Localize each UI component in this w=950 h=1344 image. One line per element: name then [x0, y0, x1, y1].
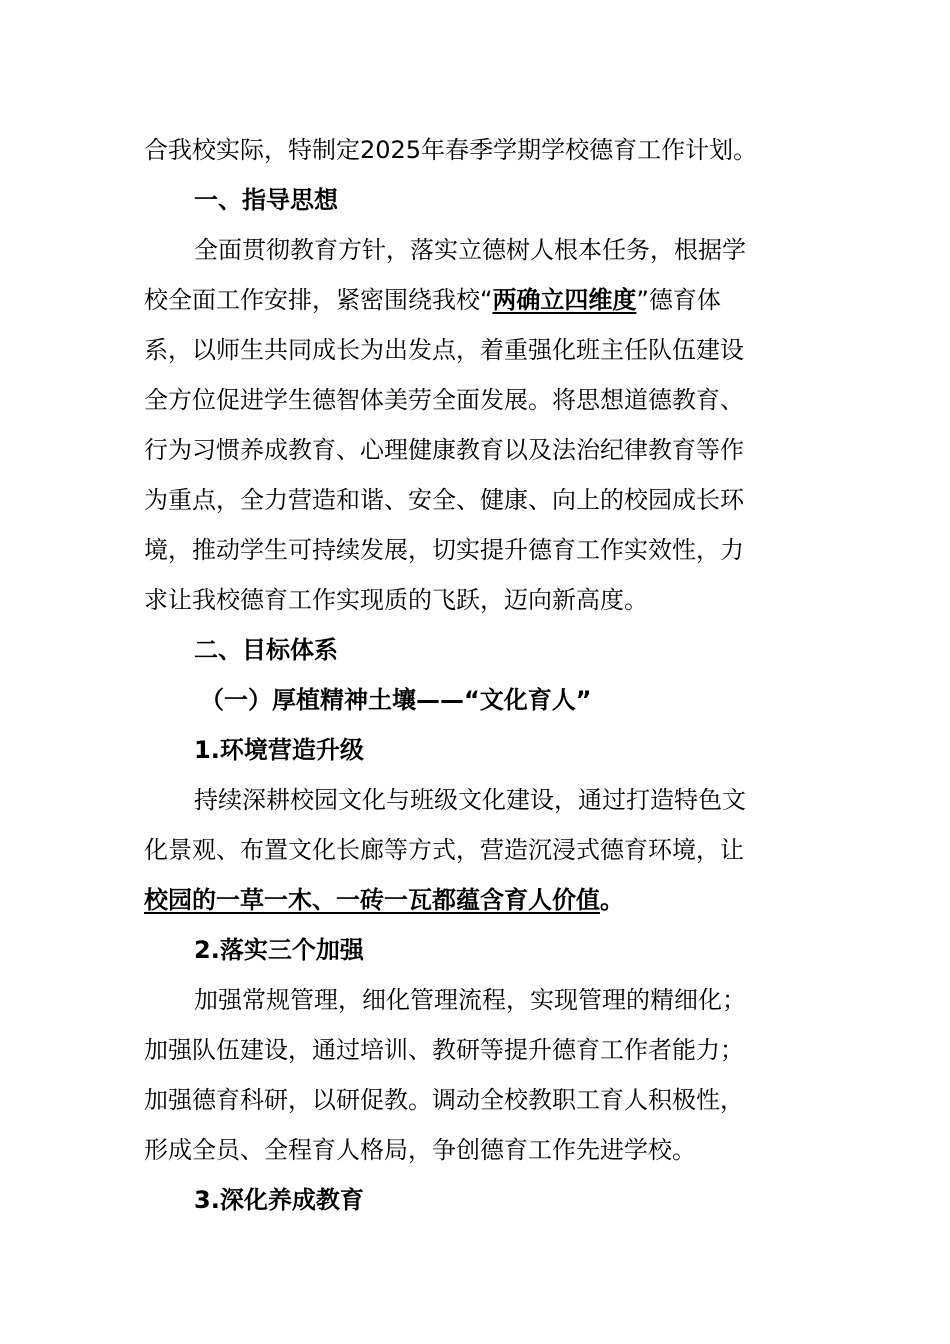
paragraph-line: 全面贯彻教育方针，落实立德树人根本任务，根据学 — [194, 236, 746, 264]
paragraph-line: 境，推动学生可持续发展，切实提升德育工作实效性，力 — [144, 536, 744, 564]
subsection-heading-culture: （一）厚植精神土壤——“文化育人” — [200, 686, 592, 714]
paragraph-line: 行为习惯养成教育、心理健康教育以及法治纪律教育等作 — [144, 436, 744, 464]
intro-continuation: 合我校实际，特制定2025年春季学期学校德育工作计划。 — [144, 136, 758, 164]
paragraph-line: 化景观、布置文化长廊等方式，营造沉浸式德育环境，让 — [144, 836, 744, 864]
paragraph-text: 。 — [600, 886, 624, 914]
paragraph-line: 形成全员、全程育人格局，争创德育工作先进学校。 — [144, 1136, 696, 1164]
item-heading-three-strengthenings: 2.落实三个加强 — [194, 936, 364, 964]
paragraph-line: 为重点，全力营造和谐、安全、健康、向上的校园成长环 — [144, 486, 744, 514]
item-heading-habit-education: 3.深化养成教育 — [194, 1186, 364, 1214]
paragraph-text: ”德育体 — [636, 286, 721, 314]
paragraph-line: 全方位促进学生德智体美劳全面发展。将思想道德教育、 — [144, 386, 744, 414]
paragraph-text: 校全面工作安排，紧密围绕我校“ — [144, 286, 493, 314]
paragraph-line — [144, 884, 624, 916]
item-heading-environment: 1.环境营造升级 — [194, 736, 364, 764]
paragraph-line: 加强常规管理，细化管理流程，实现管理的精细化； — [194, 986, 746, 1014]
section-heading-guiding-ideology: 一、指导思想 — [194, 186, 338, 214]
paragraph-line: 系，以师生共同成长为出发点，着重强化班主任队伍建设 — [144, 336, 744, 364]
section-heading-target-system: 二、目标体系 — [194, 636, 338, 664]
paragraph-line: 加强德育科研，以研促教。调动全校教职工育人积极性， — [144, 1086, 744, 1114]
paragraph-line: 求让我校德育工作实现质的飞跃，迈向新高度。 — [144, 586, 648, 614]
paragraph-line — [144, 284, 721, 316]
emphasized-term: 两确立四维度 — [492, 286, 637, 314]
paragraph-line: 加强队伍建设，通过培训、教研等提升德育工作者能力； — [144, 1036, 744, 1064]
emphasized-sentence: 校园的一草一木、一砖一瓦都蕴含育人价值 — [144, 886, 600, 914]
paragraph-line: 持续深耕校园文化与班级文化建设，通过打造特色文 — [194, 786, 746, 814]
